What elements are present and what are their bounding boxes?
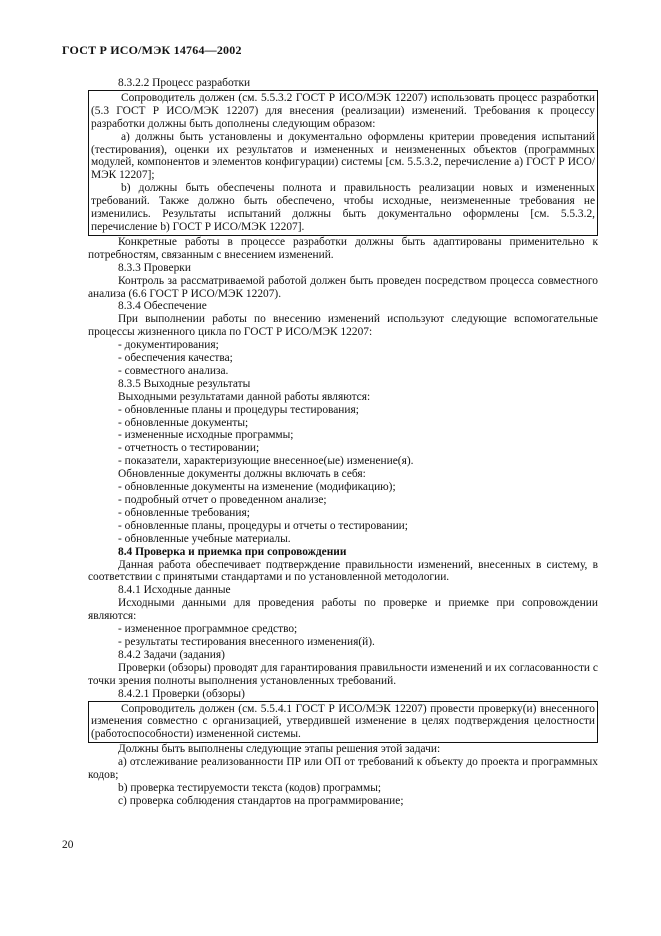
paragraph: Выходными результатами данной работы являются: [118, 390, 371, 403]
paragraph: Обновленные документы должны включать в себя: [118, 468, 366, 481]
section-8-4-heading: 8.4 Проверка и приемка при сопровождении [118, 545, 347, 558]
list-item: - обновленные учебные материалы. [118, 532, 291, 545]
paragraph: Данная работа обеспечивает подтверждение правильности изменений, внесенных в систему, в соответствии с принятыми стандартами и по установленной методологии. [88, 558, 598, 584]
box1-item-a: а) должны быть установлены и документально оформлены критерии проведения испытаний (тестирования), оценки их результатов и измененных и неизмененных объектов (программных модулей, компонентов и элементов конфигурации) системы [см. 5.5.3.2, перечисление а) ГОСТ Р ИСО/МЭК 12207]; [91, 130, 595, 182]
paragraph: Должны быть выполнены следующие этапы решения этой задачи: [118, 743, 441, 756]
paragraph: Исходными данными для проведения работы по проверке и приемке при сопровождении являются: [88, 597, 598, 623]
list-item: - обновленные документы на изменение (модификацию); [118, 481, 396, 494]
list-item: - документирования; [118, 339, 219, 352]
paragraph: Контроль за рассматриваемой работой должен быть проведен посредством процесса совместного анализа (6.6 ГОСТ Р ИСО/МЭК 12207). [88, 274, 598, 300]
list-item: - обновленные планы и процедуры тестирования; [118, 403, 359, 416]
list-item: - измененные исходные программы; [118, 429, 294, 442]
list-item: - измененное программное средство; [118, 623, 298, 636]
paragraph: Конкретные работы в процессе разработки должны быть адаптированы применительно к потребностям, связанным с внесением изменений. [88, 235, 598, 261]
list-item: - обновленные требования; [118, 506, 250, 519]
section-8-4-2-heading: 8.4.2 Задачи (задания) [118, 648, 225, 661]
paragraph: При выполнении работы по внесению изменений используют следующие вспомогательные процессы жизненного цикла по ГОСТ Р ИСО/МЭК 12207: [88, 313, 598, 339]
box2-paragraph: Сопроводитель должен (см. 5.5.4.1 ГОСТ Р ИСО/МЭК 12207) провести проверку(и) внесенного изменения совместно с организацией, утвердившей изменение в целях подтверждения целостности (работоспособности) измененной системы. [91, 702, 595, 741]
list-item: - отчетность о тестировании; [118, 442, 260, 455]
list-item: - обновленные документы; [118, 416, 249, 429]
list-item: - показатели, характеризующие внесенное(ые) изменение(я). [118, 455, 414, 468]
box1-item-b: b) должны быть обеспечены полнота и правильность реализации новых и измененных требований. Также должно быть обеспечено, чтобы исходные, неизмененные требования не изменились. Результаты испытаний должны быть документально оформлены [см. 5.5.3.2, перечисление b) ГОСТ Р ИСО/МЭК 12207]. [91, 182, 595, 233]
list-item: - подробный отчет о проведенном анализе; [118, 494, 327, 506]
list-item: - обновленные планы, процедуры и отчеты о тестировании; [118, 519, 408, 532]
list-item: b) проверка тестируемости текста (кодов) программы; [118, 781, 382, 794]
section-8-4-1-heading: 8.4.1 Исходные данные [118, 584, 231, 597]
list-item: с) проверка соблюдения стандартов на программирование; [118, 794, 404, 807]
page-content [88, 77, 598, 808]
requirements-box-2 [88, 701, 598, 744]
box1-paragraph: Сопроводитель должен (см. 5.5.3.2 ГОСТ Р ИСО/МЭК 12207) использовать процесс разработки (5.3 ГОСТ Р ИСО/МЭК 12207) для внесения (реализации) изменений. Требования к процессу разработки должны быть дополнены следующим образом: [91, 91, 595, 130]
section-8-3-3-heading: 8.3.3 Проверки [118, 261, 191, 274]
paragraph: Проверки (обзоры) проводят для гарантирования правильности изменений и их согласованности с точки зрения полноты выполнения установленных требований. [88, 661, 598, 687]
page-header: ГОСТ Р ИСО/МЭК 14764—2002 [62, 43, 242, 57]
section-8-3-4-heading: 8.3.4 Обеспечение [118, 300, 207, 313]
section-8-3-5-heading: 8.3.5 Выходные результаты [118, 377, 251, 390]
requirements-box-1 [88, 90, 598, 236]
list-item: а) отслеживание реализованности ПР или ОП от требований к объекту до проекта и программных кодов; [88, 756, 598, 782]
section-8-3-2-2-heading: 8.3.2.2 Процесс разработки [118, 77, 251, 89]
list-item: - результаты тестирования внесенного изменения(й). [118, 635, 375, 648]
list-item: - обеспечения качества; [118, 352, 233, 365]
section-8-4-2-1-heading: 8.4.2.1 Проверки (обзоры) [118, 687, 245, 700]
page-number: 20 [62, 839, 74, 851]
list-item: - совместного анализа. [118, 364, 229, 377]
